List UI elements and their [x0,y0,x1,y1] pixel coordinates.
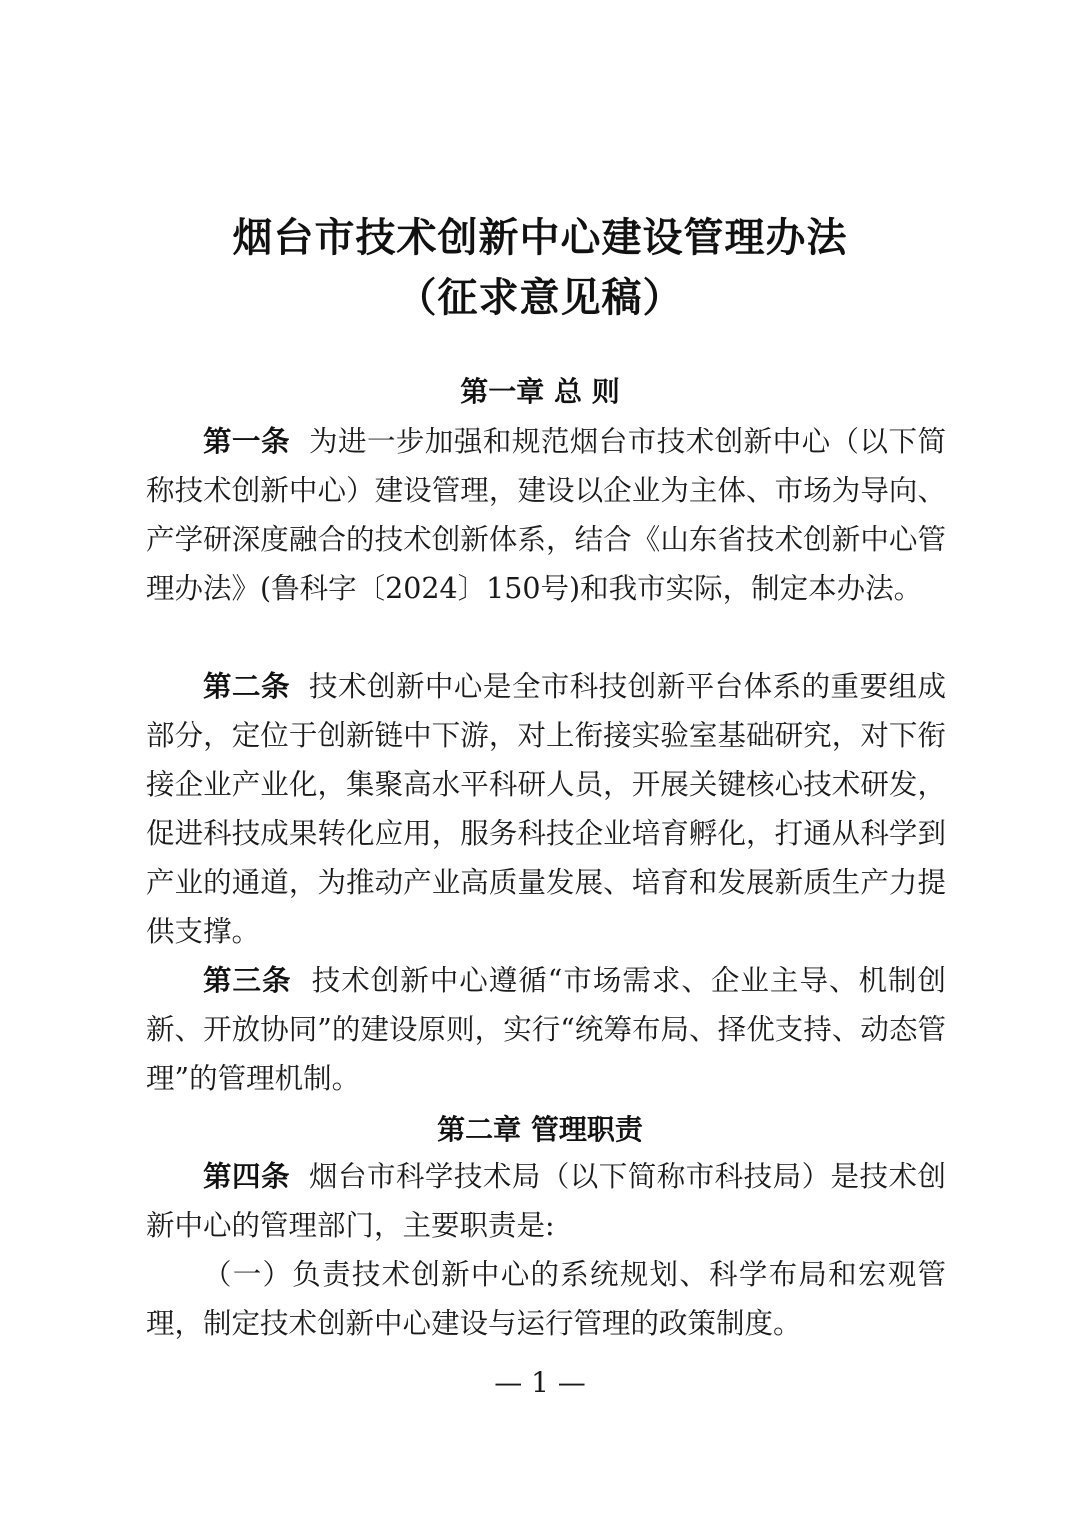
chapter-heading-1: 第一章 总 则 [460,375,620,408]
article-2 [146,662,946,956]
article-2-lead: 第二条 [203,670,290,703]
document-title: 烟台市技术创新中心建设管理办法 [232,215,848,261]
page-number: — 1 — [494,1366,586,1399]
article-1-lead: 第一条 [203,425,290,458]
article-1-text: 为进一步加强和规范烟台市技术创新中心（以下简称技术创新中心）建设管理，建设以企业为主体、市场为导向、产学研深度融合的技术创新体系，结合《山东省技术创新中心管理办法》(鲁科字〔2024〕150号)和我市实际，制定本办法。 [146,425,946,605]
article-3-text: 技术创新中心遵循“市场需求、企业主导、机制创新、开放协同”的建设原则，实行“统筹布局、择优支持、动态管理”的管理机制。 [146,964,946,1095]
article-4 [146,1152,946,1250]
article-4-lead: 第四条 [203,1160,290,1193]
chapter-heading-2: 第二章 管理职责 [437,1113,643,1146]
article-4-text: 烟台市科学技术局（以下简称市科技局）是技术创新中心的管理部门，主要职责是: [146,1160,946,1242]
article-3 [146,956,946,1103]
article-3-lead: 第三条 [203,964,292,997]
article-4-item-1: （一）负责技术创新中心的系统规划、科学布局和宏观管理，制定技术创新中心建设与运行管理的政策制度。 [146,1258,946,1340]
article-1 [146,417,946,613]
article-2-text: 技术创新中心是全市科技创新平台体系的重要组成部分，定位于创新链中下游，对上衔接实验室基础研究，对下衔接企业产业化，集聚高水平科研人员，开展关键核心技术研发，促进科技成果转化应用，服务科技企业培育孵化，打通从科学到产业的通道，为推动产业高质量发展、培育和发展新质生产力提供支撑。 [146,670,946,948]
document-subtitle: （征求意见稿） [396,275,684,321]
